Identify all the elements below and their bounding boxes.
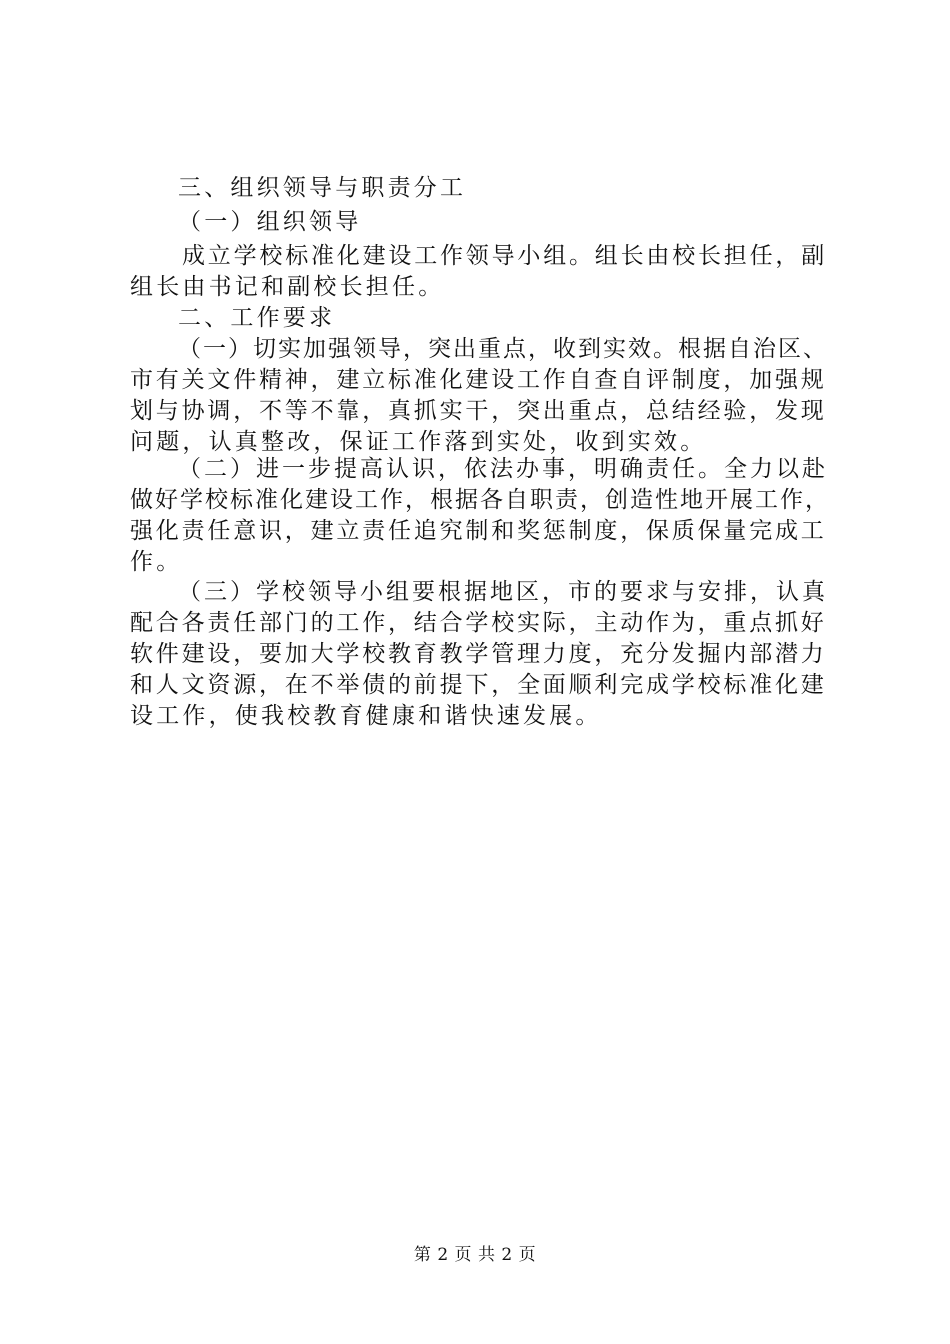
section-heading: 三、组织领导与职责分工	[178, 175, 467, 201]
paragraph-line: 做好学校标准化建设工作，根据各自职责，创造性地开展工作，	[130, 487, 830, 513]
paragraph-line: 市有关文件精神，建立标准化建设工作自查自评制度，加强规	[130, 367, 827, 393]
paragraph-line: 组长由书记和副校长担任。	[130, 274, 445, 300]
paragraph-line: （一）切实加强领导，突出重点，收到实效。根据自治区、	[178, 336, 828, 362]
paragraph-line: （三）学校领导小组要根据地区，市的要求与安排，认真	[178, 579, 828, 605]
subsection-heading: （一）组织领导	[178, 209, 362, 235]
section-heading: 二、工作要求	[178, 305, 336, 331]
paragraph-line: 软件建设，要加大学校教育教学管理力度，充分发掘内部潜力	[130, 641, 827, 667]
paragraph-line: 问题，认真整改，保证工作落到实处，收到实效。	[130, 429, 707, 455]
paragraph-line: 成立学校标准化建设工作领导小组。组长由校长担任，副	[182, 243, 827, 269]
paragraph-line: 作。	[130, 549, 183, 575]
paragraph-line: 和人文资源，在不举债的前提下，全面顺利完成学校标准化建	[130, 672, 827, 698]
paragraph-line: （二）进一步提高认识，依法办事，明确责任。全力以赴	[178, 456, 828, 482]
paragraph-line: 配合各责任部门的工作，结合学校实际，主动作为，重点抓好	[130, 610, 827, 636]
paragraph-line: 划与协调，不等不靠，真抓实干，突出重点，总结经验，发现	[130, 398, 827, 424]
page-number-footer: 第 2 页 共 2 页	[413, 1245, 537, 1265]
paragraph-line: 强化责任意识，建立责任追究制和奖惩制度，保质保量完成工	[130, 518, 827, 544]
paragraph-line: 设工作，使我校教育健康和谐快速发展。	[130, 703, 602, 729]
